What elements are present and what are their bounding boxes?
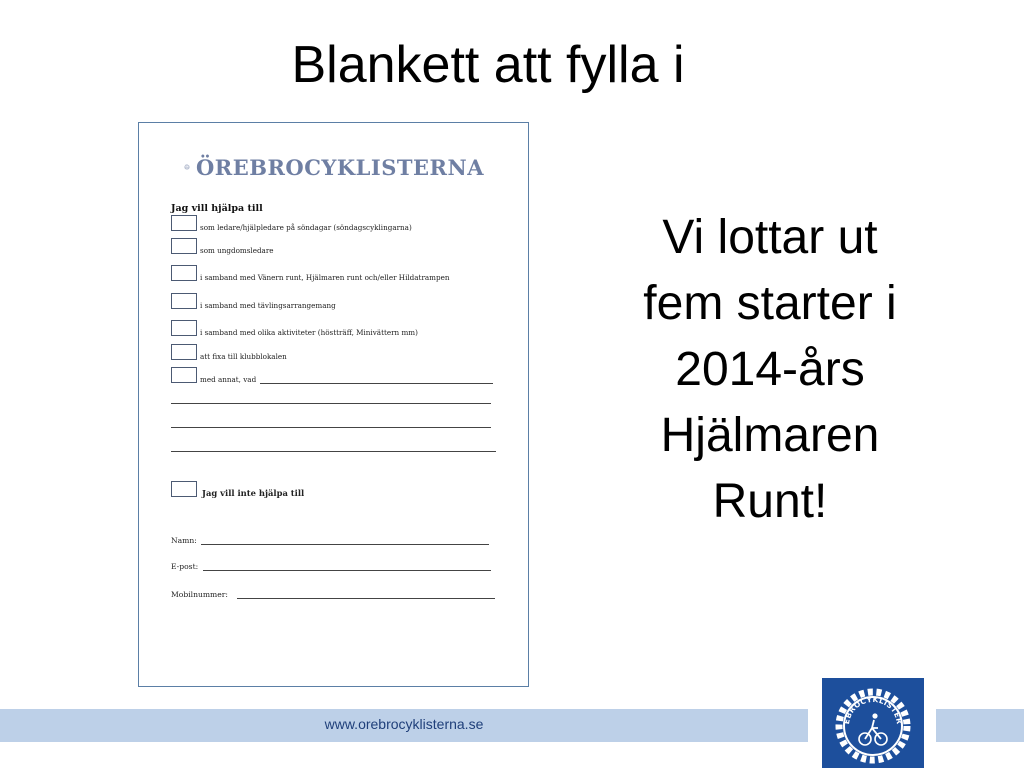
club-logo bbox=[822, 678, 924, 768]
footer-band-right bbox=[936, 709, 1024, 742]
form-org-header bbox=[184, 149, 484, 185]
option-label: som ungdomsledare bbox=[200, 246, 274, 255]
field-label: Mobilnummer: bbox=[171, 590, 228, 599]
field-row-email bbox=[171, 557, 501, 571]
option-checkbox bbox=[171, 481, 197, 497]
write-line bbox=[260, 383, 493, 384]
option-row-sunday-leader bbox=[171, 215, 501, 233]
option-row-competitions bbox=[171, 293, 501, 311]
option-label: som ledare/hjälpledare på söndagar (söndagscyklingarna) bbox=[200, 223, 412, 232]
option-label: i samband med tävlingsarrangemang bbox=[200, 301, 336, 310]
option-label: att fixa till klubblokalen bbox=[200, 352, 287, 361]
promo-line: Runt! bbox=[712, 475, 828, 528]
option-checkbox bbox=[171, 344, 197, 360]
slide-title: Blankett att fylla i bbox=[291, 36, 685, 94]
option-checkbox bbox=[171, 320, 197, 336]
form-heading-help: Jag vill hjälpa till bbox=[171, 203, 263, 214]
option-row-activities bbox=[171, 320, 501, 338]
form-org-name: ÖREBROCYKLISTERNA bbox=[195, 154, 484, 180]
field-row-name bbox=[171, 531, 501, 545]
form-image bbox=[138, 122, 529, 687]
option-row-events bbox=[171, 265, 501, 283]
option-row-no-help bbox=[171, 481, 501, 499]
form-heading-no-help: Jag vill inte hjälpa till bbox=[202, 488, 305, 498]
promo-line: 2014-års bbox=[675, 343, 865, 396]
gear-cyclist-logo-icon bbox=[822, 678, 924, 768]
option-checkbox bbox=[171, 265, 197, 281]
option-row-clubhouse bbox=[171, 344, 501, 362]
promo-line: Vi lottar ut bbox=[662, 211, 878, 264]
logo-text: EBROCYKLISTER bbox=[842, 694, 905, 725]
write-line bbox=[237, 598, 495, 599]
promo-line: Hjälmaren bbox=[660, 409, 880, 462]
write-line bbox=[171, 427, 491, 428]
promo-line: fem starter i bbox=[643, 277, 897, 330]
promo-text bbox=[585, 205, 955, 535]
footer-url: www.orebrocyklisterna.se bbox=[324, 716, 484, 732]
write-line bbox=[171, 403, 491, 404]
field-label: Namn: bbox=[171, 536, 197, 545]
option-checkbox bbox=[171, 238, 197, 254]
gear-cyclist-icon bbox=[184, 150, 190, 184]
write-line bbox=[203, 570, 491, 571]
option-label: med annat, vad bbox=[200, 375, 257, 384]
write-line bbox=[201, 544, 489, 545]
option-checkbox bbox=[171, 293, 197, 309]
option-checkbox bbox=[171, 215, 197, 231]
field-row-mobile bbox=[171, 585, 501, 599]
write-line bbox=[171, 451, 496, 452]
option-checkbox bbox=[171, 367, 197, 383]
option-label: i samband med Vänern runt, Hjälmaren runt och/eller Hildatrampen bbox=[200, 273, 450, 282]
field-label: E-post: bbox=[171, 562, 199, 571]
option-label: i samband med olika aktiviteter (höstträff, Minivättern mm) bbox=[200, 328, 418, 337]
option-row-youth-leader bbox=[171, 238, 501, 256]
